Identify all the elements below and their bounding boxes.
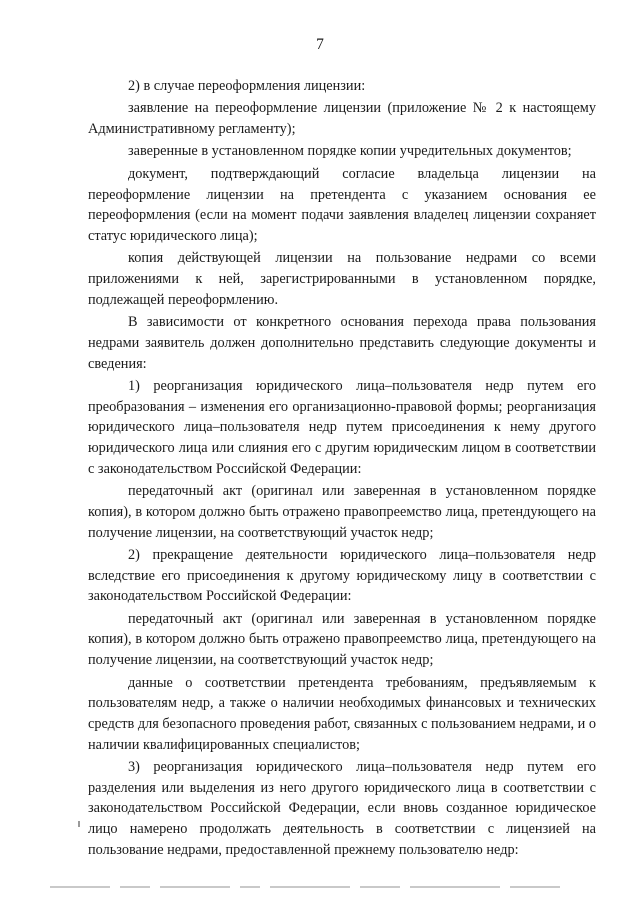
paragraph-termination-accession: 2) прекращение деятельности юридического лица–пользователя недр вследствие его присоединения к другому юридическому лицу в соответствии с законодательством Российской Федерации: [88, 546, 596, 605]
paragraph-founding-documents: заверенные в установленном порядке копии учредительных документов; [128, 143, 572, 160]
paragraph-reissue-application: заявление на переоформление лицензии (приложение № 2 к настоящему Административному регламенту); [88, 100, 596, 138]
paragraph-reorganization-transformation: 1) реорганизация юридического лица–пользователя недр путем его преобразования – изменения его организационно-правовой формы; реорганизация юридического лица–пользователя недр путем присоединения к нему другого юридического лица или слияния его с другим юридическим лицом в соответствии с законодательством Российской Федерации: [88, 377, 596, 477]
paragraph-owner-consent: документ, подтверждающий согласие владельца лицензии на переоформление лицензии на претендента с указанием основания ее переоформления (если на момент подачи заявления владелец лицензии сохраняет статус юридического лица); [88, 165, 596, 244]
paragraph-reorganization-division: 3) реорганизация юридического лица–пользователя недр путем его разделения или выделения из него другого юридического лица в соответствии с законодательством Российской Федерации, если вновь созданное юридическое лицо намерено продолжать деятельность в соответствии с лицензией на пользование недрами, предоставленной прежнему пользователю недр: [88, 759, 596, 858]
paragraph-transfer-act-2: передаточный акт (оригинал или заверенная в установленном порядке копия), в котором должно быть отражено правопреемство лица, претендующего на получение лицензии, на соответствующий участок недр; [88, 610, 596, 669]
paragraph-applicant-compliance: данные о соответствии претендента требованиям, предъявляемым к пользователям недр, а также о наличии необходимых финансовых и технических средств для безопасного проведения работ, связанных с пользованием недрами, и о наличии квалифицированных специалистов; [88, 674, 596, 753]
paragraph-reissue-heading: 2) в случае переоформления лицензии: [128, 78, 366, 94]
paragraph-license-copy: копия действующей лицензии на пользование недрами со всеми приложениями к ней, зарегистрированными в установленном порядке, подлежащей переоформлению. [88, 250, 596, 308]
paragraph-transfer-act-1: передаточный акт (оригинал или заверенная в установленном порядке копия), в котором должно быть отражено правопреемство лица, претендующего на получение лицензии, на соответствующий участок недр; [88, 483, 596, 541]
page-number: 7 [316, 36, 324, 53]
paragraph-additional-documents: В зависимости от конкретного основания перехода права пользования недрами заявитель должен дополнительно представить следующие документы и сведения: [88, 314, 596, 372]
scan-footer-artifact [50, 884, 590, 890]
document-body [88, 76, 596, 862]
scan-margin-mark [78, 821, 80, 827]
